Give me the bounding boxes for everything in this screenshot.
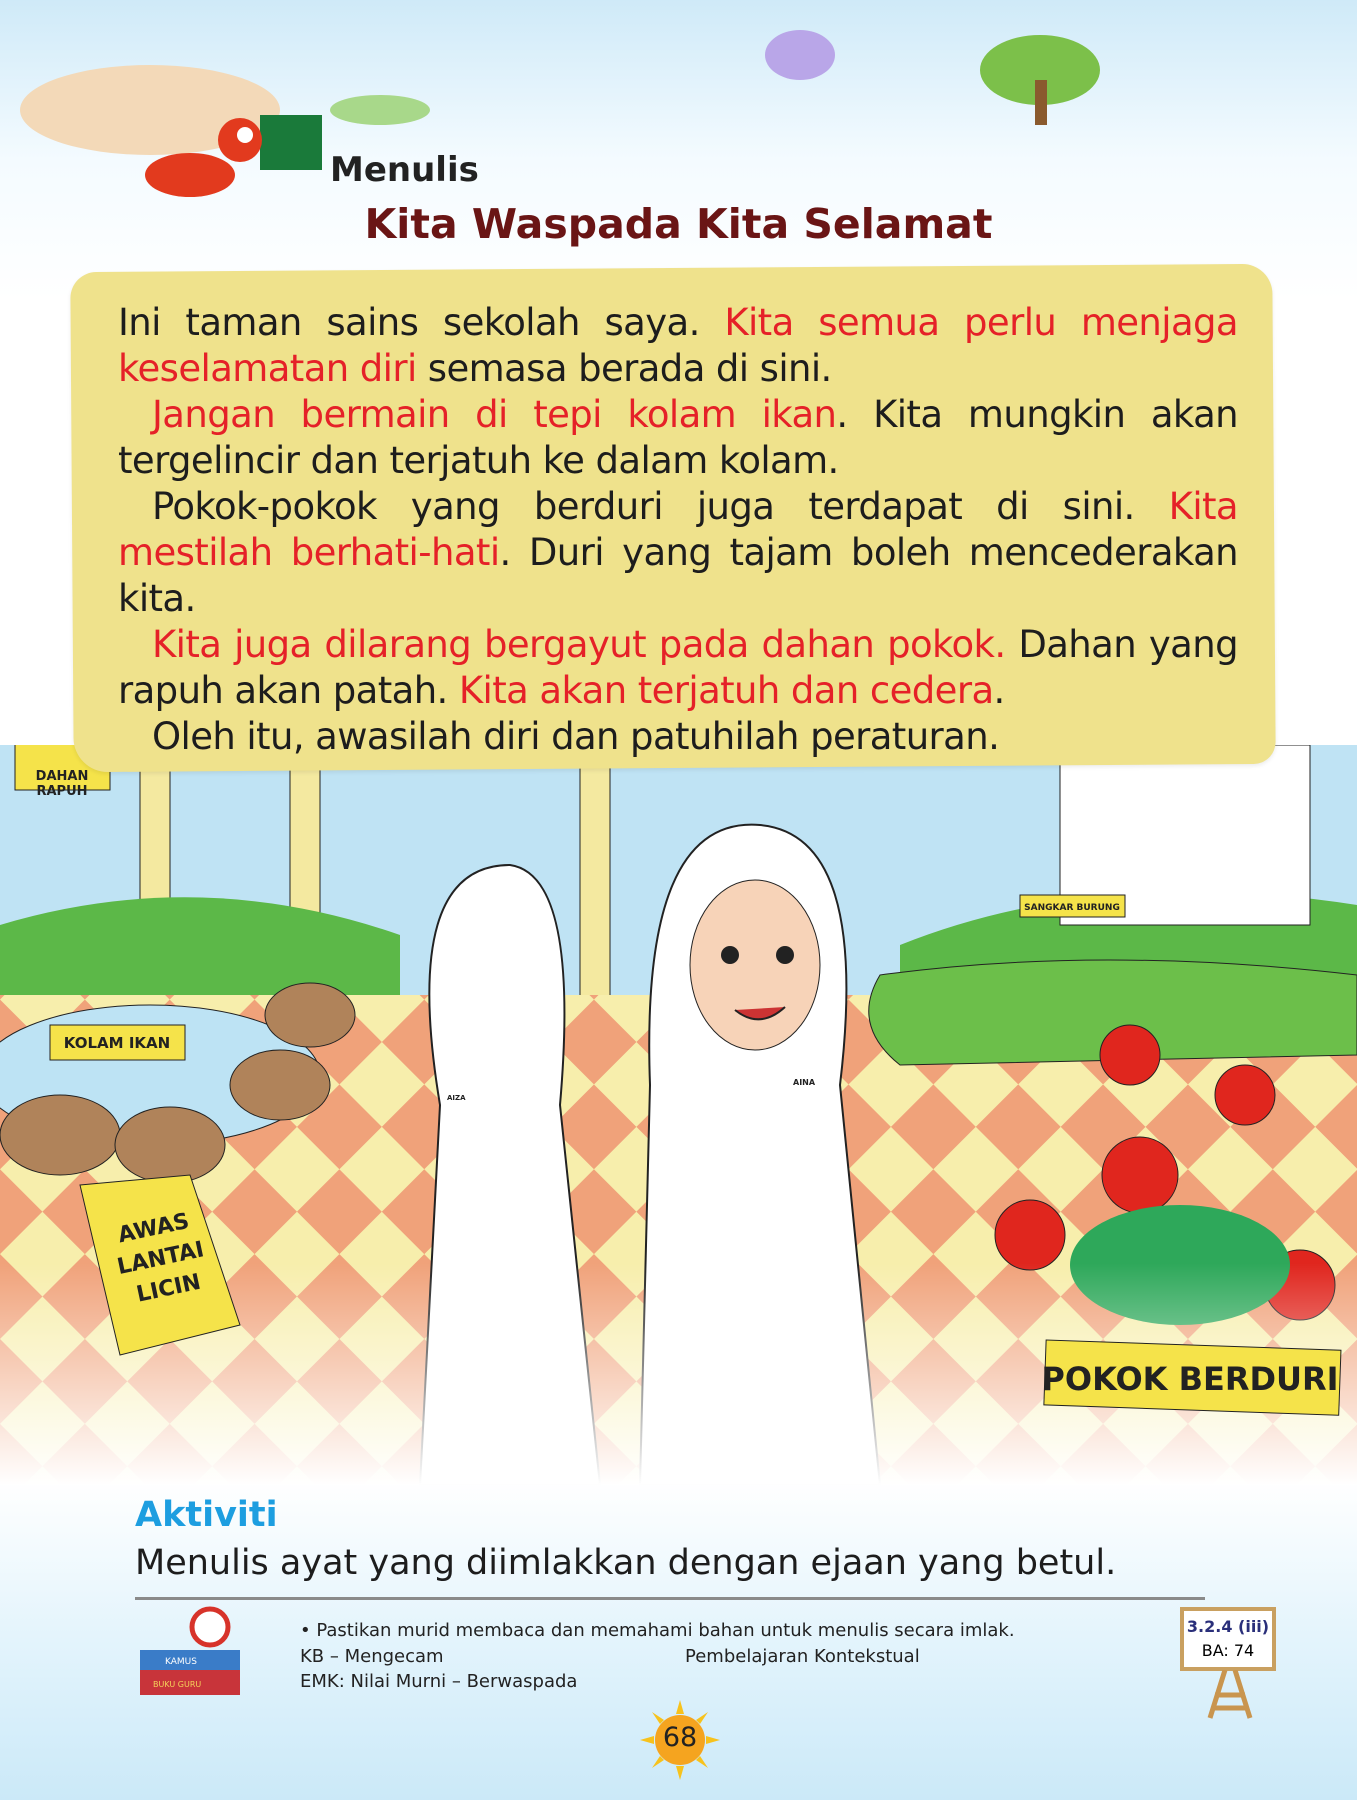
page-title: Kita Waspada Kita Selamat — [364, 200, 993, 248]
pembelajaran-note: Pembelajaran Kontekstual — [685, 1646, 920, 1667]
activity-heading: Aktiviti — [135, 1495, 278, 1535]
story-phrase: Oleh itu, awasilah diri dan patuhilah peraturan. — [152, 715, 1000, 758]
highlighted-phrase: Kita akan terjatuh dan cedera — [458, 669, 994, 712]
story-paragraph — [118, 484, 1238, 622]
svg-text:RAPUH: RAPUH — [36, 784, 88, 799]
story-phrase: . Duri yang tajam boleh mencederakan kita. — [118, 531, 1238, 620]
divider — [135, 1597, 1205, 1600]
story-text — [118, 300, 1238, 760]
sign-sangkar-burung: SANGKAR BURUNG — [1024, 903, 1120, 913]
story-phrase: semasa berada di sini. — [416, 347, 832, 390]
kb-note: KB – Mengecam — [300, 1646, 444, 1667]
ba-reference: BA: 74 — [1201, 1641, 1255, 1660]
sign-dahan-rapuh: DAHAN — [35, 769, 89, 784]
highlighted-phrase: Kita mestilah berhati-hati — [118, 485, 1238, 574]
svg-text:BUKU GURU: BUKU GURU — [153, 1680, 202, 1689]
standard-board — [1180, 1607, 1276, 1671]
svg-text:LANTAI: LANTAI — [115, 1237, 207, 1281]
section-label: Menulis — [330, 150, 479, 190]
story-paragraph — [118, 622, 1238, 714]
teacher-note: • Pastikan murid membaca dan memahami bahan untuk menulis secara imlak. — [300, 1620, 1015, 1641]
story-phrase: . — [993, 669, 1005, 712]
books-clock-icon — [135, 1605, 250, 1700]
story-phrase: Ini taman sains sekolah saya. — [118, 301, 725, 344]
story-phrase: Pokok-pokok yang berduri juga terdapat di sini. — [152, 485, 1169, 528]
activity-instruction: Menulis ayat yang diimlakkan dengan ejaan yang betul. — [135, 1543, 1117, 1583]
story-paragraph — [118, 714, 1238, 760]
standard-code: 3.2.4 (iii) — [1186, 1617, 1270, 1636]
name-tag-aiza: AIZA — [447, 1094, 466, 1102]
svg-text:KAMUS: KAMUS — [165, 1657, 197, 1667]
story-paragraph — [118, 392, 1238, 484]
page-number: 68 — [662, 1722, 698, 1753]
sign-pokok-berduri: POKOK BERDURI — [1041, 1360, 1339, 1398]
story-phrase: Dahan yang rapuh akan patah. — [118, 623, 1238, 712]
emk-note: EMK: Nilai Murni – Berwaspada — [300, 1671, 578, 1692]
story-phrase: . Kita mungkin akan tergelincir dan terjatuh ke dalam kolam. — [118, 393, 1238, 482]
sign-awas-lantai-licin: AWAS — [115, 1208, 192, 1249]
teacher-note-text: Pastikan murid membaca dan memahami bahan untuk menulis secara imlak. — [316, 1620, 1015, 1641]
sign-kolam-ikan: KOLAM IKAN — [63, 1034, 171, 1052]
name-tag-aina: AINA — [793, 1078, 816, 1087]
butterfly-illustration — [765, 30, 835, 80]
highlighted-phrase: Jangan bermain di tepi kolam ikan — [152, 393, 837, 436]
garden-illustration — [0, 745, 1357, 1485]
highlighted-phrase: Kita juga dilarang bergayut pada dahan pokok. — [152, 623, 1006, 666]
svg-text:LICIN: LICIN — [134, 1269, 204, 1308]
easel-legs-icon — [1195, 1670, 1265, 1720]
highlighted-phrase: Kita semua perlu menjaga keselamatan diri — [118, 301, 1238, 390]
story-paragraph — [118, 300, 1238, 392]
